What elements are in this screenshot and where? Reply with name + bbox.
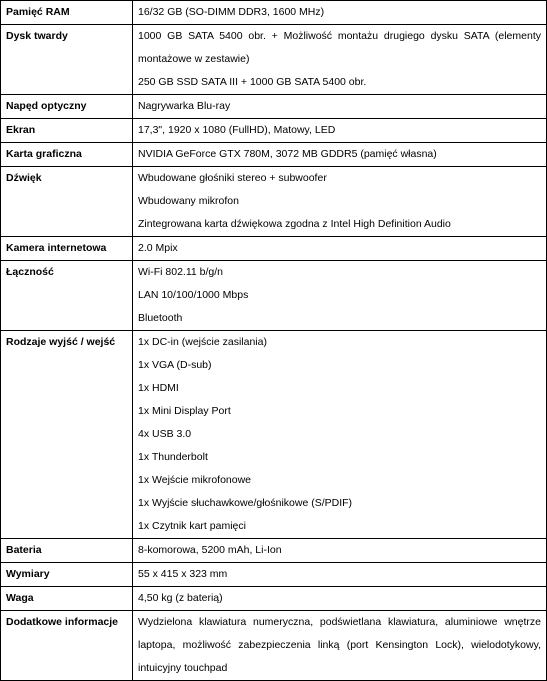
spec-value-line: Wi-Fi 802.11 b/g/n — [138, 266, 224, 278]
spec-value — [133, 611, 547, 681]
spec-value-line: 2.0 Mpix — [138, 242, 178, 254]
spec-label: Rodzaje wyjść / wejść — [1, 331, 133, 539]
spec-label: Ekran — [1, 119, 133, 143]
spec-value-line: 1x VGA (D-sub) — [138, 359, 212, 371]
spec-value-line: LAN 10/100/1000 Mbps — [138, 289, 249, 301]
spec-label: Wymiary — [1, 563, 133, 587]
spec-row-disk — [1, 25, 547, 95]
spec-label: Pamięć RAM — [1, 1, 133, 25]
spec-value-line: 250 GB SSD SATA III + 1000 GB SATA 5400 obr. — [138, 76, 367, 88]
spec-row-screen — [1, 119, 547, 143]
spec-value-line: 4x USB 3.0 — [138, 428, 192, 440]
spec-label: Kamera internetowa — [1, 237, 133, 261]
spec-label: Dysk twardy — [1, 25, 133, 95]
spec-label: Łączność — [1, 261, 133, 331]
spec-label: Dźwięk — [1, 167, 133, 237]
spec-row-graphics — [1, 143, 547, 167]
spec-value-line: 17,3", 1920 x 1080 (FullHD), Matowy, LED — [138, 124, 336, 136]
spec-value — [133, 143, 547, 167]
spec-value — [133, 25, 547, 95]
spec-value — [133, 95, 547, 119]
spec-value-line: NVIDIA GeForce GTX 780M, 3072 MB GDDR5 (pamięć własna) — [138, 148, 437, 160]
spec-value-line: Wbudowane głośniki stereo + subwoofer — [138, 172, 327, 184]
spec-value — [133, 539, 547, 563]
spec-value — [133, 563, 547, 587]
spec-value — [133, 119, 547, 143]
spec-value-line: 8-komorowa, 5200 mAh, Li-Ion — [138, 544, 282, 556]
spec-value-line: 1x Czytnik kart pamięci — [138, 520, 246, 532]
spec-value-line: 16/32 GB (SO-DIMM DDR3, 1600 MHz) — [138, 6, 325, 18]
spec-value-line: Bluetooth — [138, 312, 183, 324]
spec-label: Napęd optyczny — [1, 95, 133, 119]
spec-value-line: 4,50 kg (z baterią) — [138, 592, 223, 604]
spec-value-line: 1x Wejście mikrofonowe — [138, 474, 252, 486]
spec-value-line: 55 x 415 x 323 mm — [138, 568, 228, 580]
spec-value-line: 1x HDMI — [138, 382, 179, 394]
spec-label: Bateria — [1, 539, 133, 563]
spec-label: Dodatkowe informacje — [1, 611, 133, 681]
spec-value-line: Wbudowany mikrofon — [138, 195, 239, 207]
spec-value-line: Wydzielona klawiatura numeryczna, podświetlana klawiatura, aluminiowe wnętrze laptopa, możliwość zabezpieczenia linką (port Kensington Lock), wielodotykowy, intuicyjny touchpad — [138, 616, 541, 674]
spec-label: Karta graficzna — [1, 143, 133, 167]
spec-value-line: 1000 GB SATA 5400 obr. + Możliwość montażu drugiego dysku SATA (elementy montażowe w zestawie) — [138, 30, 541, 65]
spec-row-ports — [1, 331, 547, 539]
spec-value — [133, 237, 547, 261]
spec-row-optical-drive — [1, 95, 547, 119]
spec-value-line: 1x Thunderbolt — [138, 451, 208, 463]
spec-value — [133, 587, 547, 611]
spec-row-battery — [1, 539, 547, 563]
spec-value-line: Zintegrowana karta dźwiękowa zgodna z Intel High Definition Audio — [138, 218, 451, 230]
spec-row-sound — [1, 167, 547, 237]
spec-value — [133, 331, 547, 539]
spec-value-line: 1x Mini Display Port — [138, 405, 231, 417]
spec-row-webcam — [1, 237, 547, 261]
spec-row-dimensions — [1, 563, 547, 587]
spec-label: Waga — [1, 587, 133, 611]
spec-row-ram — [1, 1, 547, 25]
spec-value — [133, 261, 547, 331]
spec-row-extras — [1, 611, 547, 681]
spec-value — [133, 167, 547, 237]
spec-value-line: 1x Wyjście słuchawkowe/głośnikowe (S/PDIF) — [138, 497, 353, 509]
spec-row-connectivity — [1, 261, 547, 331]
spec-value-line: Nagrywarka Blu-ray — [138, 100, 231, 112]
spec-row-weight — [1, 587, 547, 611]
spec-value-line: 1x DC-in (wejście zasilania) — [138, 336, 267, 348]
spec-value — [133, 1, 547, 25]
